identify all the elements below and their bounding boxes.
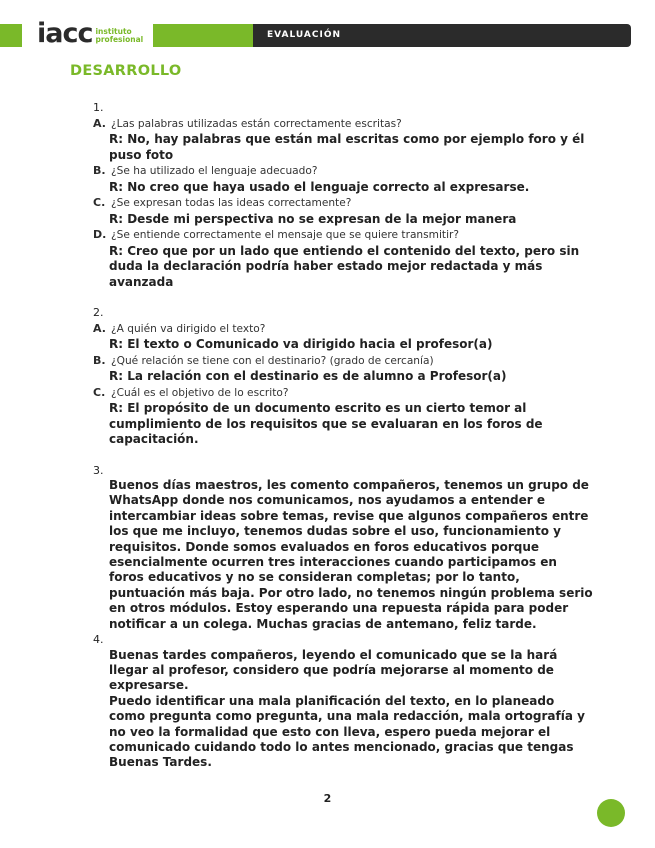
answer-text: R: Desde mi perspectiva no se expresan de la mejor manera [109, 211, 517, 226]
question-item [93, 116, 593, 133]
question-text: ¿Cuál es el objetivo de lo escrito? [111, 386, 289, 399]
question-letter: A. [93, 116, 106, 130]
header-green-block-mid [153, 24, 253, 47]
question-item [93, 321, 593, 338]
question-letter: B. [93, 353, 106, 367]
question-item [93, 385, 593, 402]
question-letter: A. [93, 321, 106, 335]
answer-text: R: La relación con el destinario es de alumno a Profesor(a) [109, 369, 507, 383]
question-letter: D. [93, 228, 107, 241]
question-item [93, 353, 593, 370]
logo-subtitle-line-2: profesional [95, 35, 144, 44]
paragraph-text: Buenas tardes compañeros, leyendo el comunicado que se la hará llegar al profesor, considero que podría mejorarse al momento de expresarse. [109, 647, 558, 693]
paragraph-text: Buenos días maestros, les comento compañeros, tenemos un grupo de WhatsApp donde nos comunicamos, nos ayudamos a entender e intercambiar ideas sobre temas, revise que algunos compañeros entre los que me incluyo, tenemos dudas sobre el uso, funcionamiento y requisitos. Donde somos evaluados en foros educativos porque esencialmente ocurren tres interacciones cuando participamos en foros educativos y no se consideran completas; por lo tanto, puntuación más baja. Por otro lado, no tenemos ningún problema serio en otros módulos. Estoy esperando una repuesta rápida para poder notificar a un colega. Muchas gracias de antemano, feliz tarde. [109, 478, 593, 631]
answer-text: R: No, hay palabras que están mal escritas como por ejemplo foro y él puso foto [109, 132, 585, 162]
question-text: ¿A quién va dirigido el texto? [111, 322, 266, 335]
spacer [93, 290, 593, 305]
answer-text: R: No creo que haya usado el lenguaje correcto al expresarse. [109, 179, 530, 194]
iacc-logo [37, 20, 143, 47]
green-circle-decoration [597, 799, 625, 827]
question-text: ¿Las palabras utilizadas están correctamente escritas? [111, 117, 402, 130]
logo-subtitle [95, 28, 143, 44]
page-number: 2 [323, 792, 332, 805]
question-number: 4. [93, 633, 104, 647]
answer-text: R: El texto o Comunicado va dirigido hacia el profesor(a) [109, 337, 493, 351]
question-text: ¿Se entiende correctamente el mensaje que se quiere transmitir? [111, 229, 460, 241]
question-letter: C. [93, 385, 106, 399]
question-letter: C. [93, 196, 106, 209]
answer-text: R: Creo que por un lado que entiendo el contenido del texto, pero sin duda la declaración podría haber estado mejor redactada y más avanzada [109, 243, 580, 289]
question-number: 3. [93, 463, 104, 477]
section-title: DESARROLLO [70, 63, 182, 79]
header-green-block-left [0, 24, 22, 47]
question-item [93, 195, 593, 212]
answer-text: R: El propósito de un documento escrito es un cierto temor al cumplimiento de los requisitos que se evaluaran en los foros de capacitación. [109, 401, 543, 446]
question-item [93, 227, 593, 244]
spacer [93, 448, 593, 463]
question-number: 2. [93, 306, 104, 319]
paragraph-text: Puedo identificar una mala planificación del texto, en lo planeado como pregunta como pregunta, una mala redacción, mala ortografía y no veo la formalidad que esto con lleva, espero pueda mejorar el comunicado cuidando todo lo antes mencionado, gracias que tengas Buenas Tardes. [109, 693, 585, 770]
header-title: EVALUACIÓN [267, 30, 342, 40]
logo-wordmark: iacc [37, 18, 93, 49]
question-text: ¿Qué relación se tiene con el destinario? (grado de cercanía) [111, 354, 434, 367]
question-text: ¿Se ha utilizado el lenguaje adecuado? [111, 165, 318, 177]
document-body [93, 100, 593, 771]
logo-subtitle-line-1: instituto [95, 27, 132, 36]
question-item [93, 163, 593, 180]
question-number: 1. [93, 101, 104, 114]
question-text: ¿Se expresan todas las ideas correctamente? [111, 197, 352, 209]
question-letter: B. [93, 164, 106, 177]
